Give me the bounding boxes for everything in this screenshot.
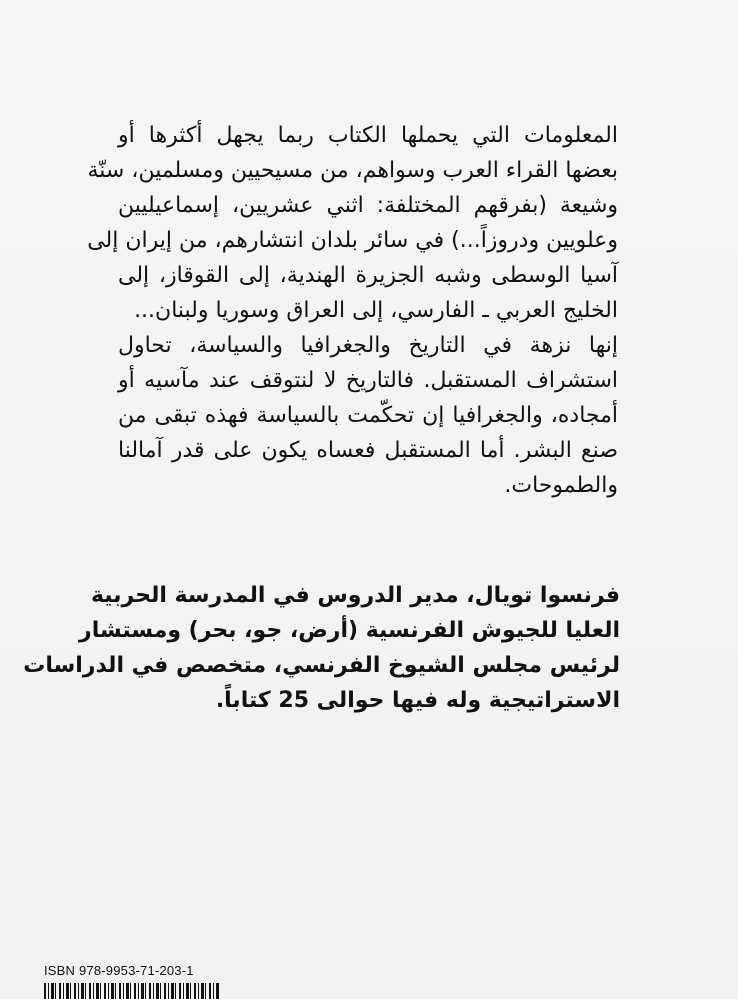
intro-line: وعلويين ودروزاً...) في سائر بلدان انتشارهم، من إيران إلى <box>87 228 618 253</box>
intro-line: وشيعة (بفرقهم المختلفة: اثني عشريين، إسماعيليين <box>118 193 618 218</box>
bio-line: الاستراتيجية وله فيها حوالى 25 كتاباً. <box>215 688 620 713</box>
intro-line: بعضها القراء العرب وسواهم، من مسيحيين ومسلمين، سنّة <box>87 158 618 183</box>
bio-line: فرنسوا تويال، مدير الدروس في المدرسة الحربية <box>90 583 620 608</box>
intro-line: الخليج العربي ـ الفارسي، إلى العراق وسوريا ولبنان... <box>134 298 618 323</box>
intro-paragraphs <box>87 118 618 503</box>
intro-line: أمجاده، والجغرافيا إن تحكّمت بالسياسة فهذه تبقى من <box>118 403 618 428</box>
barcode-image <box>44 983 220 999</box>
bio-line: لرئيس مجلس الشيوخ الفرنسي، متخصص في الدراسات <box>23 653 620 678</box>
intro-line: والطموحات. <box>504 473 618 498</box>
isbn-label: ISBN 978-9953-71-203-1 <box>44 963 194 978</box>
intro-line: آسيا الوسطى وشبه الجزيرة الهندية، إلى القوقاز، إلى <box>118 263 618 288</box>
intro-line: المعلومات التي يحملها الكتاب ربما يجهل أكثرها أو <box>118 123 618 148</box>
author-bio <box>23 578 620 718</box>
intro-line: استشراف المستقبل. فالتاريخ لا لنتوقف عند مآسيه أو <box>118 368 618 393</box>
bio-line: العليا للجيوش الفرنسية (أرض، جو، بحر) ومستشار <box>79 618 620 643</box>
intro-line: إنها نزهة في التاريخ والجغرافيا والسياسة، تحاول <box>118 333 618 358</box>
intro-line: صنع البشر. أما المستقبل فعساه يكون على قدر آمالنا <box>118 438 618 463</box>
